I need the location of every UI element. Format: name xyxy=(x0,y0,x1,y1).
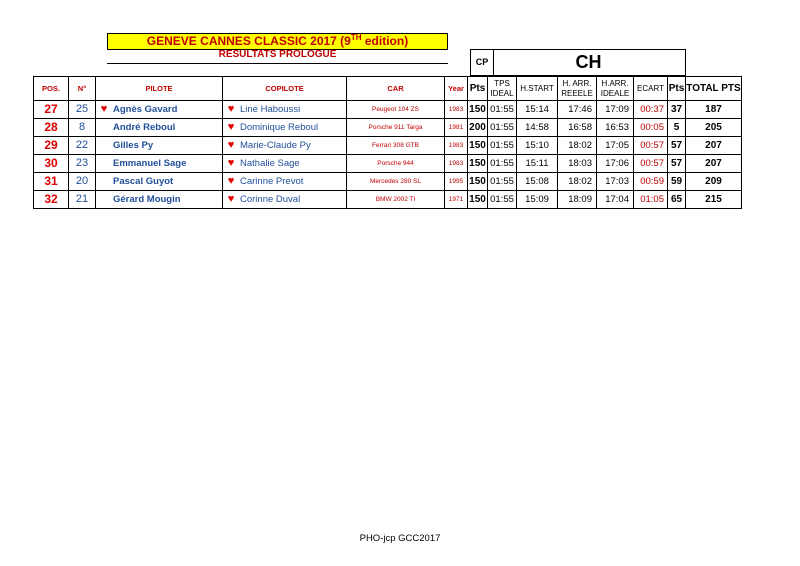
cell-tps-ideal: 01:55 xyxy=(488,137,517,155)
table-row xyxy=(34,191,742,209)
cell-num: 8 xyxy=(69,119,96,137)
heart-icon: ♥ xyxy=(227,193,235,205)
cell-ecart: 00:05 xyxy=(634,119,668,137)
cell-car: Mercedes 280 SL xyxy=(347,173,445,191)
cp-label: CP xyxy=(470,49,494,76)
cell-total: 215 xyxy=(686,191,742,209)
heart-icon: ♥ xyxy=(227,139,235,151)
col-header-ecart: ECART xyxy=(634,77,668,101)
col-header-total-pts: TOTAL PTS xyxy=(686,77,742,101)
cell-pts: 150 xyxy=(468,137,488,155)
cell-pts: 150 xyxy=(468,155,488,173)
cell-pilote: Gilles Py xyxy=(96,137,223,155)
cell-ecart: 01:05 xyxy=(634,191,668,209)
cell-cp-pts: 65 xyxy=(668,191,686,209)
cell-tps-ideal: 01:55 xyxy=(488,191,517,209)
col-header-h-arr-ideale: H.ARR. IDEALE xyxy=(597,77,634,101)
cell-tps-ideal: 01:55 xyxy=(488,173,517,191)
table-row xyxy=(34,155,742,173)
cell-h-arr-reelle: 16:58 xyxy=(558,119,597,137)
cell-pos: 32 xyxy=(34,191,69,209)
heart-icon: ♥ xyxy=(227,175,235,187)
cell-year: 1971 xyxy=(445,191,468,209)
cell-cp-pts: 37 xyxy=(668,101,686,119)
col-header-h-start: H.START xyxy=(517,77,558,101)
table-row xyxy=(34,119,742,137)
cell-copilote: ♥ Carinne Prevot xyxy=(223,173,347,191)
heart-icon: ♥ xyxy=(227,121,235,133)
cell-ecart: 00:37 xyxy=(634,101,668,119)
table-header-row xyxy=(34,77,742,101)
cell-pos: 30 xyxy=(34,155,69,173)
cell-h-start: 15:09 xyxy=(517,191,558,209)
cell-pilote: Pascal Guyot xyxy=(96,173,223,191)
cell-h-arr-reelle: 18:03 xyxy=(558,155,597,173)
title-text-end: edition) xyxy=(361,34,409,48)
col-header-pos: POS. xyxy=(34,77,69,101)
cell-year: 1983 xyxy=(445,155,468,173)
cell-h-start: 15:10 xyxy=(517,137,558,155)
page-subtitle: RESULTATS PROLOGUE xyxy=(218,49,337,60)
cell-total: 207 xyxy=(686,155,742,173)
ch-label: CH xyxy=(492,49,686,76)
cell-tps-ideal: 01:55 xyxy=(488,101,517,119)
cell-num: 20 xyxy=(69,173,96,191)
cell-copilote: ♥ Corinne Duval xyxy=(223,191,347,209)
col-header-copilote: COPILOTE xyxy=(223,77,347,101)
cell-total: 209 xyxy=(686,173,742,191)
col-header-num: N° xyxy=(69,77,96,101)
cell-ecart: 00:57 xyxy=(634,137,668,155)
cell-num: 22 xyxy=(69,137,96,155)
cell-car: BMW 2002 TI xyxy=(347,191,445,209)
cell-pilote: Emmanuel Sage xyxy=(96,155,223,173)
cell-pts: 150 xyxy=(468,191,488,209)
col-header-h-arr-reelle: H. ARR. REEELE xyxy=(558,77,597,101)
cell-year: 1995 xyxy=(445,173,468,191)
cell-h-arr-reelle: 17:46 xyxy=(558,101,597,119)
cell-pts: 150 xyxy=(468,101,488,119)
cell-h-arr-reelle: 18:02 xyxy=(558,137,597,155)
cell-copilote: ♥ Dominique Reboul xyxy=(223,119,347,137)
cell-num: 23 xyxy=(69,155,96,173)
table-row xyxy=(34,173,742,191)
heart-icon: ♥ xyxy=(227,103,235,115)
heart-icon: ♥ xyxy=(100,103,108,115)
cell-h-arr-reelle: 18:09 xyxy=(558,191,597,209)
cell-total: 205 xyxy=(686,119,742,137)
cell-year: 1983 xyxy=(445,101,468,119)
event-title xyxy=(107,33,448,50)
cell-cp-pts: 59 xyxy=(668,173,686,191)
cell-h-arr-ideale: 17:05 xyxy=(597,137,634,155)
cell-h-arr-ideale: 17:04 xyxy=(597,191,634,209)
cell-pilote: André Reboul xyxy=(96,119,223,137)
cell-pos: 29 xyxy=(34,137,69,155)
col-header-pilote: PILOTE xyxy=(96,77,223,101)
cell-cp-pts: 5 xyxy=(668,119,686,137)
cell-cp-pts: 57 xyxy=(668,155,686,173)
cell-pos: 28 xyxy=(34,119,69,137)
cell-h-start: 15:11 xyxy=(517,155,558,173)
title-superscript: TH xyxy=(350,33,362,42)
col-header-car: CAR xyxy=(347,77,445,101)
cell-car: Ferrari 308 GTB xyxy=(347,137,445,155)
cell-num: 25 xyxy=(69,101,96,119)
cell-copilote: ♥ Nathalie Sage xyxy=(223,155,347,173)
results-table xyxy=(33,76,742,209)
cell-car: Porsche 911 Targa xyxy=(347,119,445,137)
subtitle-divider xyxy=(107,63,448,64)
cell-pts: 150 xyxy=(468,173,488,191)
cell-car: Porsche 944 xyxy=(347,155,445,173)
cell-pilote: ♥ Agnès Gavard xyxy=(96,101,223,119)
cell-h-arr-ideale: 17:06 xyxy=(597,155,634,173)
cell-pilote: Gérard Mougin xyxy=(96,191,223,209)
cell-year: 1983 xyxy=(445,137,468,155)
cell-tps-ideal: 01:55 xyxy=(488,119,517,137)
cell-h-start: 14:58 xyxy=(517,119,558,137)
col-header-cp-pts: Pts xyxy=(668,77,686,101)
page-footer: PHO-jcp GCC2017 xyxy=(359,533,441,544)
cell-num: 21 xyxy=(69,191,96,209)
cell-h-start: 15:14 xyxy=(517,101,558,119)
cell-h-arr-ideale: 17:09 xyxy=(597,101,634,119)
cell-pos: 27 xyxy=(34,101,69,119)
cell-total: 207 xyxy=(686,137,742,155)
cell-pts: 200 xyxy=(468,119,488,137)
cell-year: 1981 xyxy=(445,119,468,137)
cell-h-arr-ideale: 17:03 xyxy=(597,173,634,191)
cell-car: Peugeot 104 ZS xyxy=(347,101,445,119)
cell-ecart: 00:59 xyxy=(634,173,668,191)
cell-tps-ideal: 01:55 xyxy=(488,155,517,173)
col-header-pts: Pts xyxy=(468,77,488,101)
cell-copilote: ♥ Marie-Claude Py xyxy=(223,137,347,155)
cell-h-arr-ideale: 16:53 xyxy=(597,119,634,137)
cell-cp-pts: 57 xyxy=(668,137,686,155)
title-text: GENEVE CANNES CLASSIC 2017 (9 xyxy=(146,34,351,48)
cell-copilote: ♥ Line Haboussi xyxy=(223,101,347,119)
cell-h-arr-reelle: 18:02 xyxy=(558,173,597,191)
table-row xyxy=(34,137,742,155)
cell-pos: 31 xyxy=(34,173,69,191)
col-header-tps-ideal: TPS IDEAL xyxy=(488,77,517,101)
cell-ecart: 00:57 xyxy=(634,155,668,173)
table-row xyxy=(34,101,742,119)
col-header-year: Year xyxy=(445,77,468,101)
cell-total: 187 xyxy=(686,101,742,119)
heart-icon: ♥ xyxy=(227,157,235,169)
cell-h-start: 15:08 xyxy=(517,173,558,191)
